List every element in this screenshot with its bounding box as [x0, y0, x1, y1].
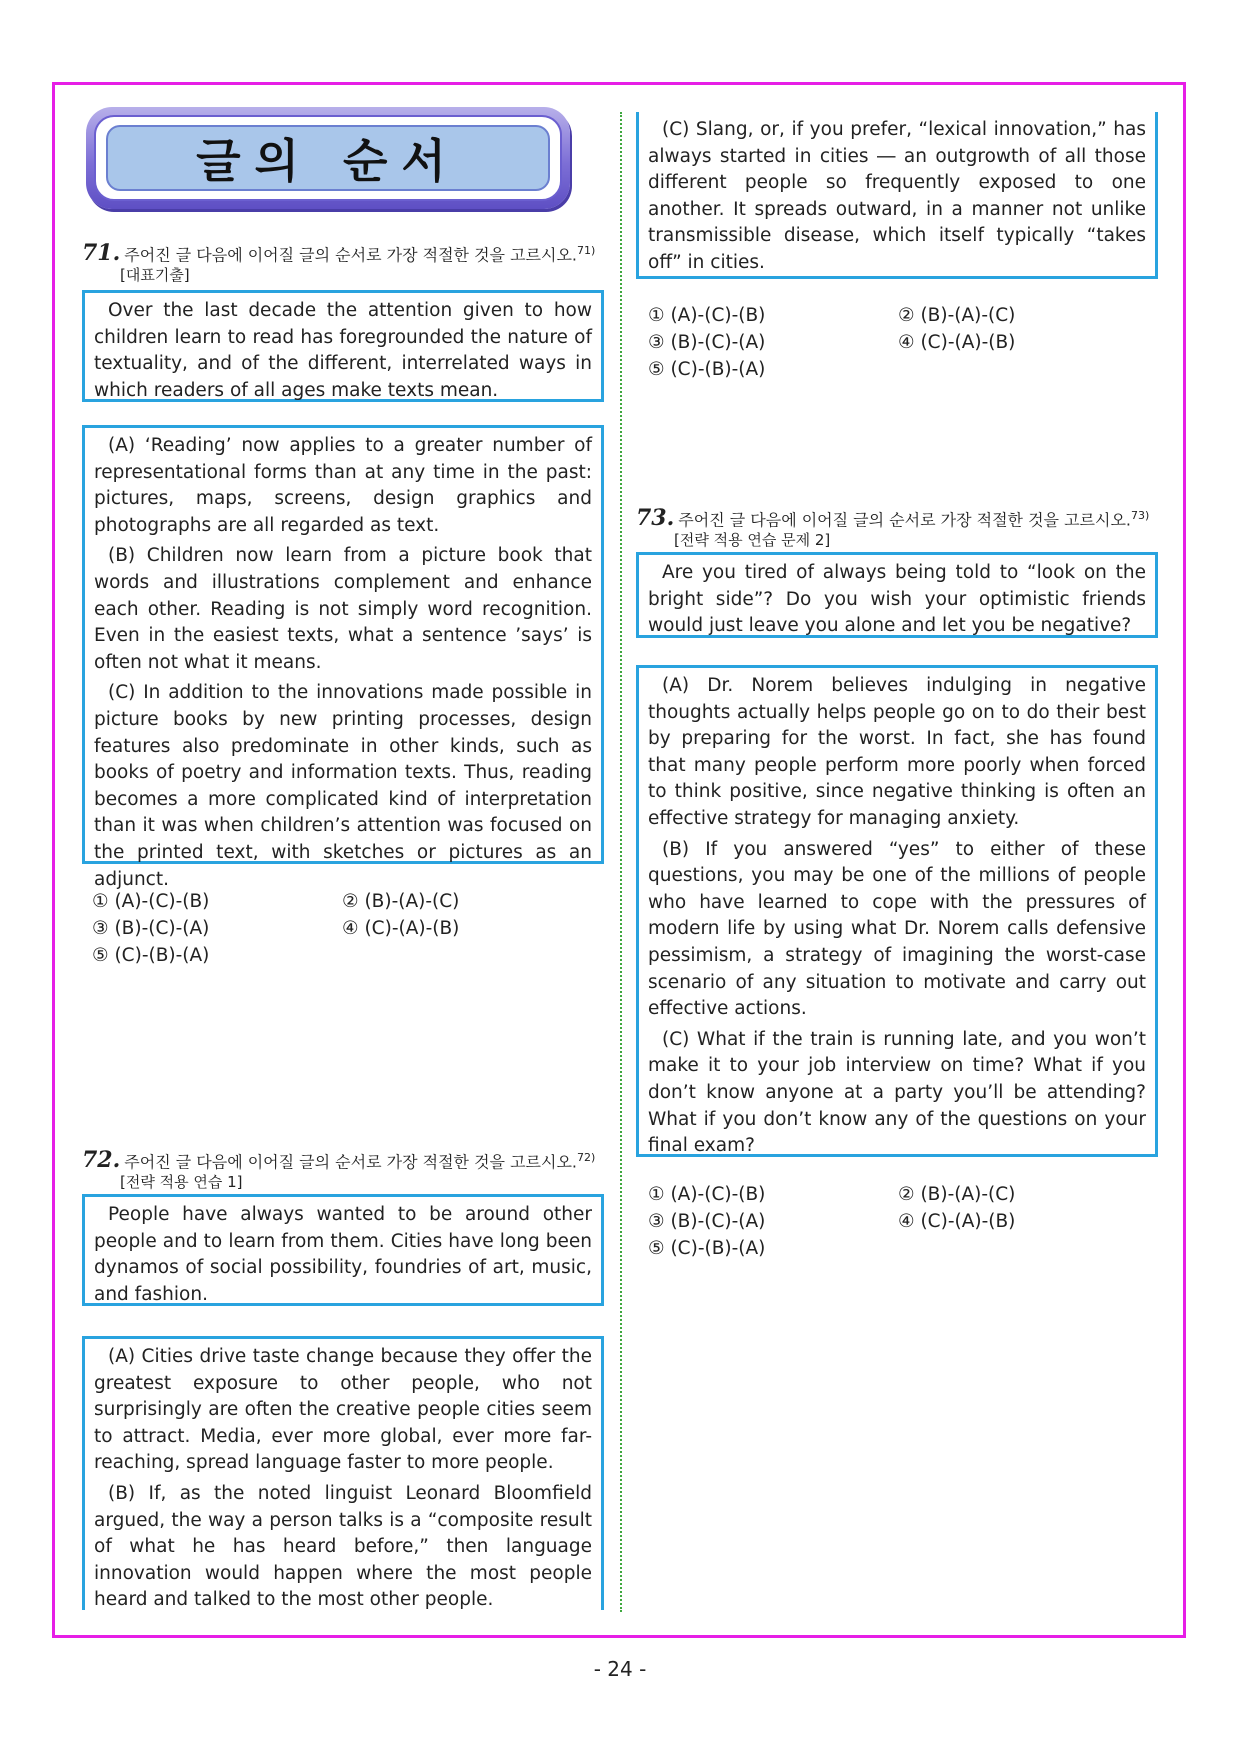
- choice-1[interactable]: ① (A)-(C)-(B): [92, 891, 210, 912]
- q73-choices: [648, 1181, 1148, 1262]
- choice-3[interactable]: ③ (B)-(C)-(A): [648, 332, 766, 353]
- question-instruction: 주어진 글 다음에 이어질 글의 순서로 가장 적절한 것을 고르시오.: [124, 1152, 577, 1172]
- choice-5[interactable]: ⑤ (C)-(B)-(A): [648, 1238, 766, 1259]
- question-71-header: [82, 240, 612, 286]
- question-tag: [전략 적용 연습 1]: [120, 1173, 243, 1192]
- q72-paragraph-box: [82, 1336, 604, 1610]
- choice-1[interactable]: ① (A)-(C)-(B): [648, 1184, 766, 1205]
- q71-given-passage: [82, 290, 604, 402]
- choice-4[interactable]: ④ (C)-(A)-(B): [898, 1211, 1016, 1232]
- column-divider: [620, 112, 622, 1612]
- q72-given-passage: [82, 1194, 604, 1306]
- page-title: 글의 순서: [196, 134, 460, 188]
- question-number: 72.: [82, 1147, 121, 1174]
- q73-paragraph-box: [636, 665, 1158, 1157]
- q72-choices: [648, 302, 1148, 383]
- footnote-ref: 72): [577, 1151, 596, 1164]
- q71-paragraph-box: [82, 425, 604, 890]
- question-tag: [전략 적용 연습 문제 2]: [674, 531, 831, 550]
- paragraph-a: (A) Cities drive taste change because they offer the greatest exposure to other people, who not surprisingly are often the creative people cities seem to attract. Media, ever more global, ever more far-reaching, spread language faster to more people.: [94, 1346, 592, 1474]
- question-73-header: [636, 505, 1176, 551]
- choice-5[interactable]: ⑤ (C)-(B)-(A): [648, 359, 766, 380]
- question-72-header: [82, 1147, 612, 1193]
- paragraph-a: (A) Dr. Norem believes indulging in negative thoughts actually helps people go on to do their best by preparing for the worst. In fact, she has found that many people perform more poorly when forced to think positive, since negative thinking is often an effective strategy for managing anxiety.: [648, 675, 1146, 829]
- choice-2[interactable]: ② (B)-(A)-(C): [898, 305, 1016, 326]
- given-text: People have always wanted to be around other people and to learn from them. Cities have long been dynamos of social possibility, foundries of art, music, and fashion.: [94, 1204, 592, 1305]
- choice-4[interactable]: ④ (C)-(A)-(B): [342, 918, 460, 939]
- question-instruction: 주어진 글 다음에 이어질 글의 순서로 가장 적절한 것을 고르시오.: [678, 510, 1131, 530]
- title-banner: [86, 107, 570, 209]
- choice-2[interactable]: ② (B)-(A)-(C): [342, 891, 460, 912]
- question-instruction: 주어진 글 다음에 이어질 글의 순서로 가장 적절한 것을 고르시오.: [124, 245, 577, 265]
- footnote-ref: 71): [577, 244, 596, 257]
- question-number: 73.: [636, 505, 675, 532]
- q73-given-passage: [636, 552, 1158, 638]
- paragraph-c: (C) What if the train is running late, and you won’t make it to your job interview on time? What if you don’t know anyone at a party you’ll be attending? What if you don’t know any of the questions on your final exam?: [648, 1028, 1146, 1157]
- question-number: 71.: [82, 240, 121, 267]
- page-number: - 24 -: [593, 1657, 647, 1681]
- choice-1[interactable]: ① (A)-(C)-(B): [648, 305, 766, 326]
- paragraph-c: (C) Slang, or, if you prefer, “lexical innovation,” has always started in cities ― an outgrowth of all those different people so frequently exposed to one another. It spreads outward, in a manner not unlike transmissible disease, which itself typically “takes off” in cities.: [648, 119, 1146, 273]
- paragraph-b: (B) If you answered “yes” to either of these questions, you may be one of the millions of people who have learned to cope with the pressures of modern life by using what Dr. Norem calls defensive pessimism, a strategy of imagining the worst-case scenario of any situation to motivate and carry out effective actions.: [648, 838, 1146, 1020]
- question-tag: [대표기출]: [120, 266, 190, 285]
- paragraph-a: (A) ‘Reading’ now applies to a greater number of representational forms than at any time in the past: pictures, maps, screens, design graphics and photographs are all regarded as text.: [94, 435, 592, 536]
- choice-2[interactable]: ② (B)-(A)-(C): [898, 1184, 1016, 1205]
- q71-choices: [92, 888, 592, 969]
- choice-4[interactable]: ④ (C)-(A)-(B): [898, 332, 1016, 353]
- choice-3[interactable]: ③ (B)-(C)-(A): [92, 918, 210, 939]
- given-text: Over the last decade the attention given to how children learn to read has foregrounded the nature of textuality, and of the different, interrelated ways in which readers of all ages make texts mean.: [94, 300, 592, 401]
- paragraph-c: (C) In addition to the innovations made possible in picture books by new printing processes, design features also predominate in other kinds, such as books of poetry and information texts. Thus, reading becomes a more complicated kind of interpretation than it was when children’s attention was focused on the printed text, with sketches or pictures as an adjunct.: [94, 682, 592, 890]
- paragraph-b: (B) Children now learn from a picture book that words and illustrations complement and enhance each other. Reading is not simply word recognition. Even in the easiest texts, what a sentence ’says’ is often not what it means.: [94, 545, 592, 673]
- paragraph-b: (B) If, as the noted linguist Leonard Bloomfield argued, the way a person talks is a “composite result of what he has heard before,” then language innovation would happen where the most people heard and talked to the most other people.: [94, 1482, 592, 1611]
- q72-paragraph-box-continued: [636, 112, 1158, 279]
- footnote-ref: 73): [1131, 509, 1150, 522]
- choice-5[interactable]: ⑤ (C)-(B)-(A): [92, 945, 210, 966]
- choice-3[interactable]: ③ (B)-(C)-(A): [648, 1211, 766, 1232]
- given-text: Are you tired of always being told to “look on the bright side”? Do you wish your optimistic friends would just leave you alone and let you be negative?: [648, 562, 1146, 637]
